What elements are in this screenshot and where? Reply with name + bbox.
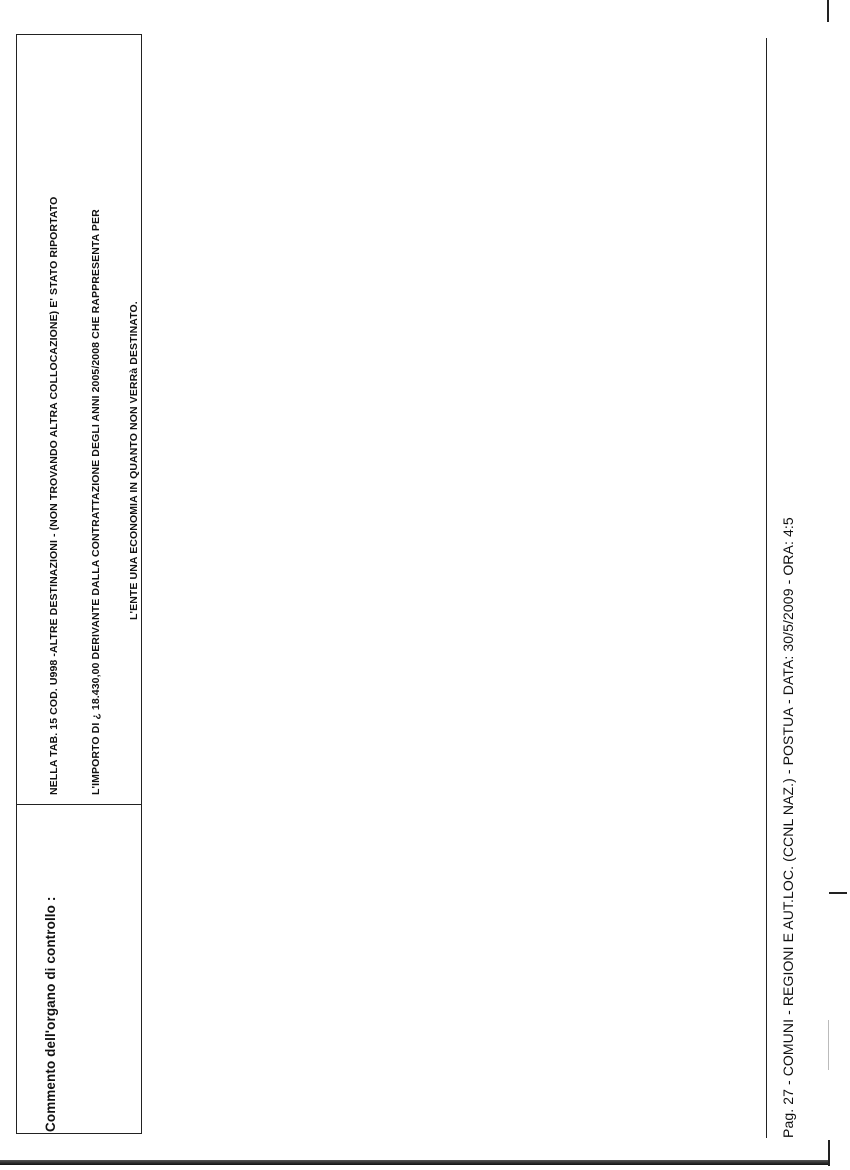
comment-box bbox=[16, 34, 142, 1134]
scan-mark-bottom bbox=[828, 1140, 830, 1166]
comment-label: Commento dell'organo di controllo : bbox=[43, 896, 58, 1132]
footer-rule bbox=[766, 38, 767, 1138]
comment-line-3: L'ENTE UNA ECONOMIA IN QUANTO NON VERRà DESTINATO. bbox=[128, 301, 140, 620]
comment-line-1: NELLA TAB. 15 COD. U998 -ALTRE DESTINAZIONI - (NON TROVANDO ALTRA COLLOCAZIONE) E' STATO RIPORTATO bbox=[48, 196, 60, 795]
scan-edge-bottom bbox=[0, 1160, 830, 1165]
comment-box-divider bbox=[16, 804, 142, 805]
scan-mark-dots bbox=[828, 1020, 829, 1070]
comment-line-2: L'IMPORTO DI ¿ 18.430,00 DERIVANTE DALLA CONTRATTAZIONE DEGLI ANNI 2005/2008 CHE RAPPRESENTA PER bbox=[90, 209, 102, 795]
scan-mark-middle bbox=[829, 892, 847, 894]
page-footer: Pag. 27 - COMUNI - REGIONI E AUT.LOC. (CCNL NAZ.) - POSTUA - DATA: 30/5/2009 - ORA: 4:5 bbox=[780, 517, 796, 1138]
scan-mark-top bbox=[827, 0, 829, 22]
